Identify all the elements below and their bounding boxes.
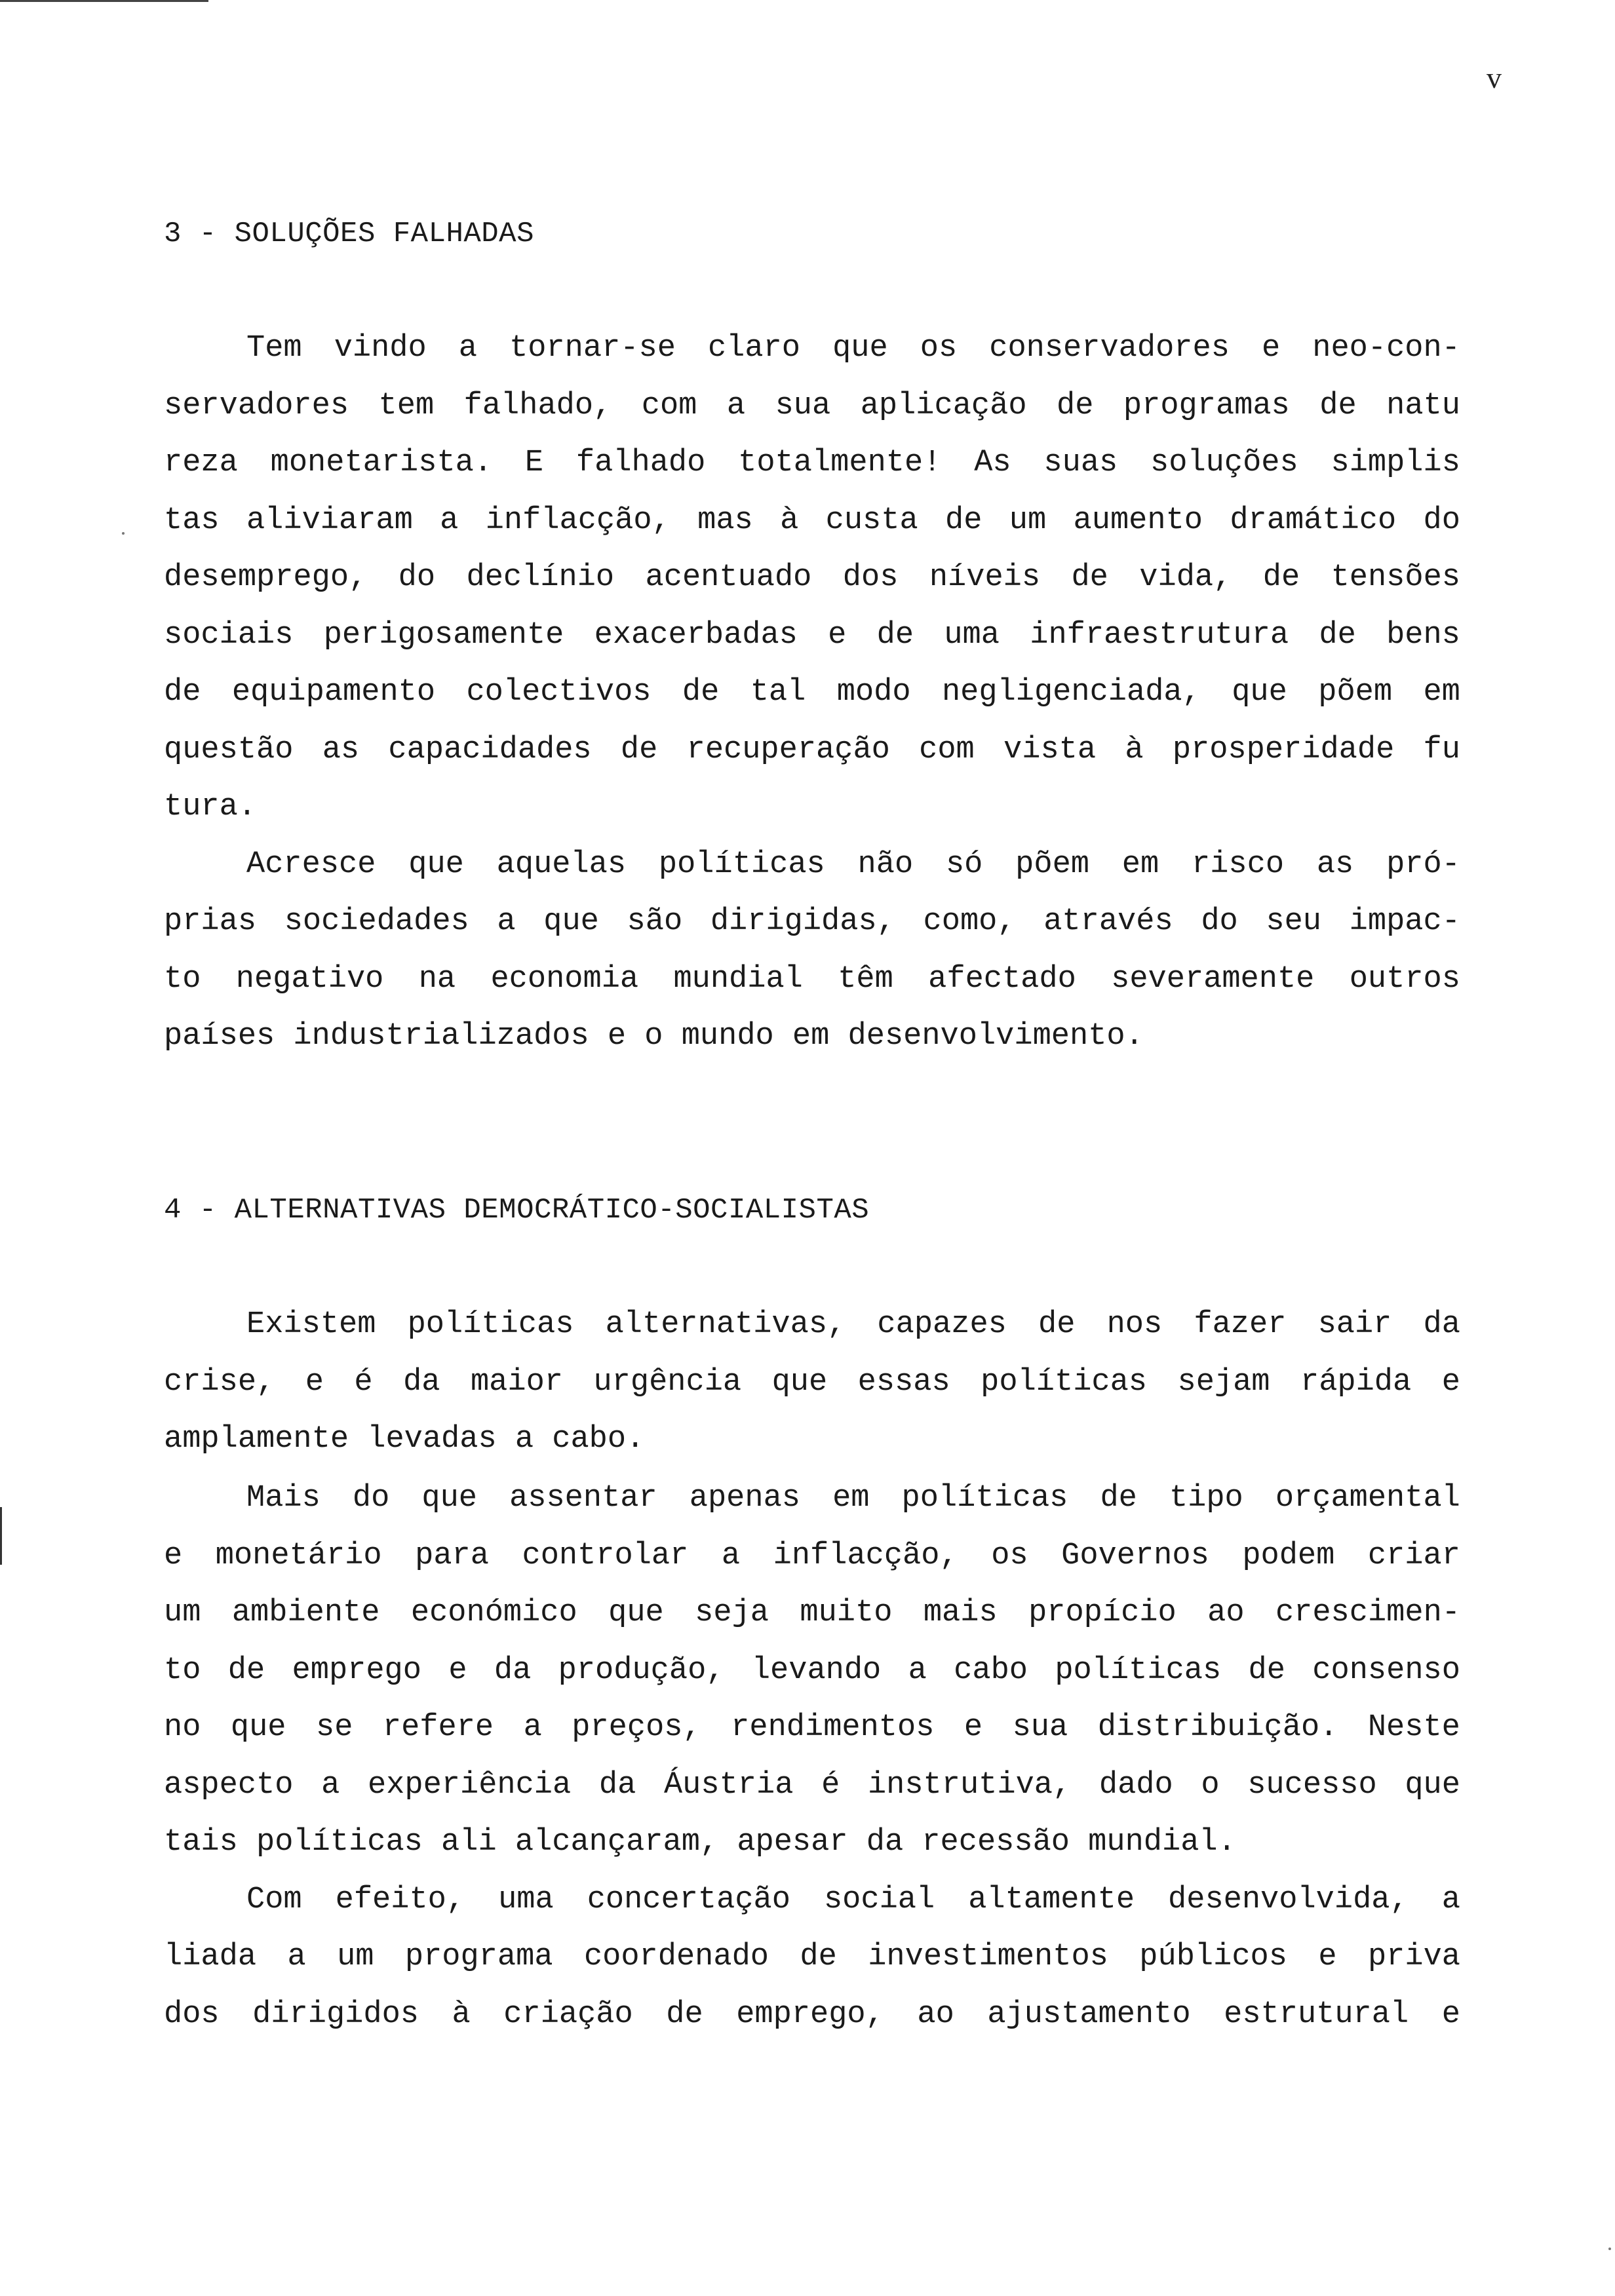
word: fazer (1194, 1307, 1287, 1342)
word: efeito, (335, 1883, 465, 1917)
word: refere (382, 1710, 494, 1745)
word: em (792, 1019, 830, 1054)
text-line (164, 1651, 1460, 1691)
text-line (164, 1766, 1460, 1805)
word: da (494, 1653, 532, 1688)
word: a (458, 331, 477, 366)
word: sociais (164, 618, 294, 653)
word: a (515, 1422, 534, 1457)
word: que (543, 904, 599, 939)
word: aquelas (496, 847, 627, 882)
word: dirigidas, (710, 904, 895, 939)
word: de (1100, 1481, 1137, 1516)
word: ao (917, 1997, 954, 2032)
word: a (523, 1710, 542, 1745)
word: através (1043, 904, 1173, 939)
word: tornar-se (509, 331, 676, 366)
word: na (418, 962, 456, 997)
word: conservadores (989, 331, 1230, 366)
word: um (164, 1596, 201, 1630)
word: investimentos (868, 1940, 1108, 1974)
word: que (421, 1481, 477, 1516)
word: que (832, 331, 888, 366)
word: dramático (1230, 503, 1397, 538)
word: coordenado (583, 1940, 769, 1974)
word: severamente (1111, 962, 1315, 997)
text-line (164, 1708, 1460, 1748)
word: neo-con- (1312, 331, 1460, 366)
word: soluções (1150, 446, 1298, 480)
word: Com (246, 1883, 302, 1917)
word: infraestrutura (1030, 618, 1289, 653)
word: afectado (928, 962, 1076, 997)
word: economia (490, 962, 639, 997)
word: da (866, 1825, 904, 1860)
text-line (164, 1363, 1460, 1402)
word: de (876, 618, 914, 653)
word: controlar (522, 1539, 689, 1573)
word: como, (923, 904, 1016, 939)
word: Acresce (246, 847, 376, 882)
word: de (682, 675, 720, 710)
word: questão (164, 733, 294, 767)
word: e (1441, 1997, 1460, 2032)
margin-mark (0, 1507, 2, 1565)
word: e (1261, 331, 1281, 366)
word: no (164, 1710, 201, 1745)
word: levadas (367, 1422, 497, 1457)
text-line (164, 1594, 1460, 1633)
word: que (230, 1710, 286, 1745)
word: níveis (929, 560, 1041, 595)
word: apenas (689, 1481, 800, 1516)
word: priva (1367, 1940, 1460, 1974)
word: à (780, 503, 799, 538)
word: podem (1242, 1539, 1335, 1573)
word: acentuado (645, 560, 812, 595)
word: são (627, 904, 683, 939)
word: em (1121, 847, 1159, 882)
word: em (1423, 675, 1460, 710)
word: da (403, 1365, 440, 1400)
word: criação (503, 1997, 633, 2032)
word: de (227, 1653, 265, 1688)
word: que (608, 1596, 664, 1630)
word: muito (800, 1596, 893, 1630)
word: As (974, 446, 1011, 480)
word: tas (164, 503, 220, 538)
word: sua (1012, 1710, 1068, 1745)
text-line (164, 673, 1460, 712)
text-line (164, 387, 1460, 426)
word: e (607, 1019, 627, 1054)
word: e (963, 1710, 983, 1745)
word: ambiente (231, 1596, 380, 1630)
word: claro (707, 331, 800, 366)
text-line (164, 1995, 1460, 2035)
word: concertação (587, 1883, 790, 1917)
word: maior (470, 1365, 563, 1400)
word: impac- (1349, 904, 1460, 939)
word: vindo (334, 331, 427, 366)
word: simplis (1331, 446, 1460, 480)
word: crescimen- (1275, 1596, 1460, 1630)
text-line (164, 1823, 1460, 1862)
word: levando (751, 1653, 882, 1688)
word: modo (836, 675, 911, 710)
word: não (857, 847, 914, 882)
word: desenvolvida, (1168, 1883, 1409, 1917)
word: do (1423, 503, 1460, 538)
text-line (246, 1881, 1460, 1920)
text-line (164, 1938, 1460, 1977)
word: prias (164, 904, 257, 939)
word: estrutural (1224, 1997, 1409, 2032)
word: capazes (877, 1307, 1007, 1342)
word: à (452, 1997, 471, 2032)
word: dos (164, 1997, 220, 2032)
word: vista (1003, 733, 1097, 767)
text-line (164, 1017, 1460, 1056)
word: políticas (981, 1365, 1148, 1400)
word: dado (1099, 1768, 1173, 1803)
word: põem (1318, 675, 1393, 710)
text-line (164, 960, 1460, 999)
word: Existem (246, 1307, 376, 1342)
word: propício (1028, 1596, 1177, 1630)
word: e (164, 1539, 183, 1573)
word: com (641, 389, 697, 423)
word: servadores (164, 389, 349, 423)
word: a (1441, 1883, 1460, 1917)
word: inflacção, (485, 503, 671, 538)
word: Mais (246, 1481, 321, 1516)
word: aplicação (860, 389, 1027, 423)
word: políticas (407, 1307, 574, 1342)
word: de (620, 733, 658, 767)
word: de (1248, 1653, 1285, 1688)
word: o (1201, 1768, 1220, 1803)
word: nos (1106, 1307, 1163, 1342)
word: que (771, 1365, 828, 1400)
word: dirigidos (252, 1997, 419, 2032)
word: amplamente (164, 1422, 349, 1457)
word: públicos (1139, 1940, 1287, 1974)
word: pró- (1386, 847, 1460, 882)
word: monetário (215, 1539, 382, 1573)
word: a (726, 389, 746, 423)
word: a (497, 904, 516, 939)
word: tem (378, 389, 435, 423)
word: preços, (572, 1710, 701, 1745)
word: programa (404, 1940, 553, 1974)
word: Governos (1061, 1539, 1209, 1573)
word: uma (498, 1883, 554, 1917)
word: a (321, 1768, 340, 1803)
word: custa (825, 503, 918, 538)
word: social (823, 1883, 935, 1917)
word: têm (838, 962, 893, 997)
word: exacerbadas (594, 618, 798, 653)
word: emprego, (736, 1997, 884, 2032)
word: produção, (558, 1653, 725, 1688)
word: recessão (922, 1825, 1070, 1860)
text-line (164, 558, 1460, 598)
word: mais (923, 1596, 998, 1630)
word: da (598, 1768, 636, 1803)
word: seja (695, 1596, 769, 1630)
word: políticas (658, 847, 825, 882)
word: de (800, 1940, 837, 1974)
text-line (164, 444, 1460, 483)
word: aliviaram (246, 503, 413, 538)
word: sociedades (284, 904, 469, 939)
word: sejam (1177, 1365, 1270, 1400)
word: colectivos (466, 675, 652, 710)
word: to (164, 962, 201, 997)
word: as (322, 733, 360, 767)
word: capacidades (388, 733, 592, 767)
word: de (666, 1997, 703, 2032)
word: dos (842, 560, 899, 595)
word: alcançaram, (515, 1825, 719, 1860)
word: políticas (256, 1825, 423, 1860)
word: ajustamento (987, 1997, 1191, 2032)
word: inflacção, (773, 1539, 958, 1573)
scan-speck (1608, 2248, 1611, 2250)
text-line (246, 329, 1460, 368)
word: emprego (292, 1653, 421, 1688)
word: industrializados (293, 1019, 589, 1054)
section-heading: 4 - ALTERNATIVAS DEMOCRÁTICO-SOCIALISTAS (164, 1194, 870, 1227)
word: de (1038, 1307, 1076, 1342)
word: é (354, 1365, 373, 1400)
word: to (164, 1653, 201, 1688)
word: a (287, 1940, 306, 1974)
word: e (828, 618, 847, 653)
word: sair (1317, 1307, 1392, 1342)
text-line (246, 1305, 1460, 1345)
word: equipamento (231, 675, 436, 710)
word: mundial (673, 962, 803, 997)
page-number: v (1487, 61, 1502, 94)
word: uma (944, 618, 1000, 653)
word: de (1071, 560, 1108, 595)
text-line (164, 1420, 1460, 1459)
word: natu (1386, 389, 1460, 423)
word: monetarista. (270, 446, 493, 480)
word: bens (1386, 618, 1460, 653)
word: seu (1266, 904, 1322, 939)
word: do (352, 1481, 390, 1516)
word: a (721, 1539, 741, 1573)
word: de (1057, 389, 1094, 423)
word: sua (775, 389, 831, 423)
word: os (991, 1539, 1028, 1573)
text-line (164, 902, 1460, 942)
word: tura. (164, 790, 257, 824)
word: que (1405, 1768, 1460, 1803)
word: políticas (901, 1481, 1068, 1516)
word: negligenciada, (941, 675, 1201, 710)
word: do (398, 560, 436, 595)
text-line (164, 501, 1460, 541)
word: crise, (164, 1365, 275, 1400)
word: e (305, 1365, 324, 1400)
word: programas (1123, 389, 1290, 423)
word: totalmente! (738, 446, 942, 480)
word: ao (1207, 1596, 1245, 1630)
word: económico (410, 1596, 577, 1630)
word: altamente (968, 1883, 1135, 1917)
text-line (164, 1537, 1460, 1576)
word: desemprego, (164, 560, 368, 595)
word: apesar (737, 1825, 848, 1860)
word: as (1316, 847, 1354, 882)
word: e (448, 1653, 467, 1688)
word: Áustria (663, 1768, 794, 1803)
word: tal (750, 675, 806, 710)
word: a (908, 1653, 927, 1688)
word: instrutiva, (867, 1768, 1072, 1803)
word: cabo (954, 1653, 1028, 1688)
word: perigosamente (323, 618, 564, 653)
word: de (1319, 618, 1356, 653)
word: Tem (246, 331, 302, 366)
word: essas (857, 1365, 950, 1400)
section-heading: 3 - SOLUÇÕES FALHADAS (164, 218, 534, 250)
scan-speck (122, 532, 125, 535)
word: e (1318, 1940, 1337, 1974)
word: prosperidade (1172, 733, 1395, 767)
word: de (164, 675, 201, 710)
word: negativo (235, 962, 384, 997)
word: mundo (681, 1019, 774, 1054)
word: põem (1015, 847, 1089, 882)
word: para (415, 1539, 489, 1573)
word: um (1009, 503, 1047, 538)
word: o (644, 1019, 663, 1054)
text-line (164, 788, 1460, 827)
word: rápida (1300, 1365, 1412, 1400)
word: a (440, 503, 459, 538)
word: E (524, 446, 544, 480)
word: suas (1043, 446, 1118, 480)
word: alternativas, (605, 1307, 846, 1342)
word: e (1441, 1365, 1460, 1400)
text-line (164, 731, 1460, 770)
top-rule (0, 0, 208, 2)
word: países (164, 1019, 275, 1054)
word: se (315, 1710, 353, 1745)
word: tensões (1331, 560, 1460, 595)
word: falhado, (463, 389, 612, 423)
word: distribuição. (1097, 1710, 1338, 1745)
word: com (919, 733, 975, 767)
word: de (1319, 389, 1357, 423)
word: recuperação (686, 733, 890, 767)
word: ali (441, 1825, 497, 1860)
word: cabo. (552, 1422, 645, 1457)
word: do (1201, 904, 1238, 939)
word: tipo (1169, 1481, 1243, 1516)
word: criar (1367, 1539, 1460, 1573)
word: só (945, 847, 983, 882)
word: é (821, 1768, 840, 1803)
word: os (920, 331, 958, 366)
word: políticas (1055, 1653, 1222, 1688)
word: mundial. (1088, 1825, 1236, 1860)
text-line (246, 1479, 1460, 1518)
word: fu (1423, 733, 1460, 767)
word: assentar (509, 1481, 657, 1516)
word: à (1125, 733, 1144, 767)
word: consenso (1312, 1653, 1460, 1688)
word: falhado (575, 446, 706, 480)
word: orçamental (1275, 1481, 1460, 1516)
word: de (1262, 560, 1300, 595)
word: de (945, 503, 983, 538)
word: vida, (1139, 560, 1232, 595)
word: liada (164, 1940, 257, 1974)
word: sucesso (1247, 1768, 1377, 1803)
text-line (164, 616, 1460, 655)
word: que (1232, 675, 1287, 710)
word: urgência (593, 1365, 742, 1400)
word: Neste (1367, 1710, 1460, 1745)
word: declínio (466, 560, 615, 595)
text-line (246, 845, 1460, 885)
word: tais (164, 1825, 238, 1860)
word: outros (1349, 962, 1460, 997)
word: um (337, 1940, 374, 1974)
word: risco (1192, 847, 1285, 882)
word: rendimentos (731, 1710, 935, 1745)
word: reza (164, 446, 238, 480)
word: aumento (1073, 503, 1203, 538)
word: experiência (367, 1768, 572, 1803)
word: em (832, 1481, 870, 1516)
word: mas (697, 503, 753, 538)
word: que (408, 847, 464, 882)
word: da (1423, 1307, 1460, 1342)
word: aspecto (164, 1768, 294, 1803)
word: desenvolvimento. (847, 1019, 1144, 1054)
